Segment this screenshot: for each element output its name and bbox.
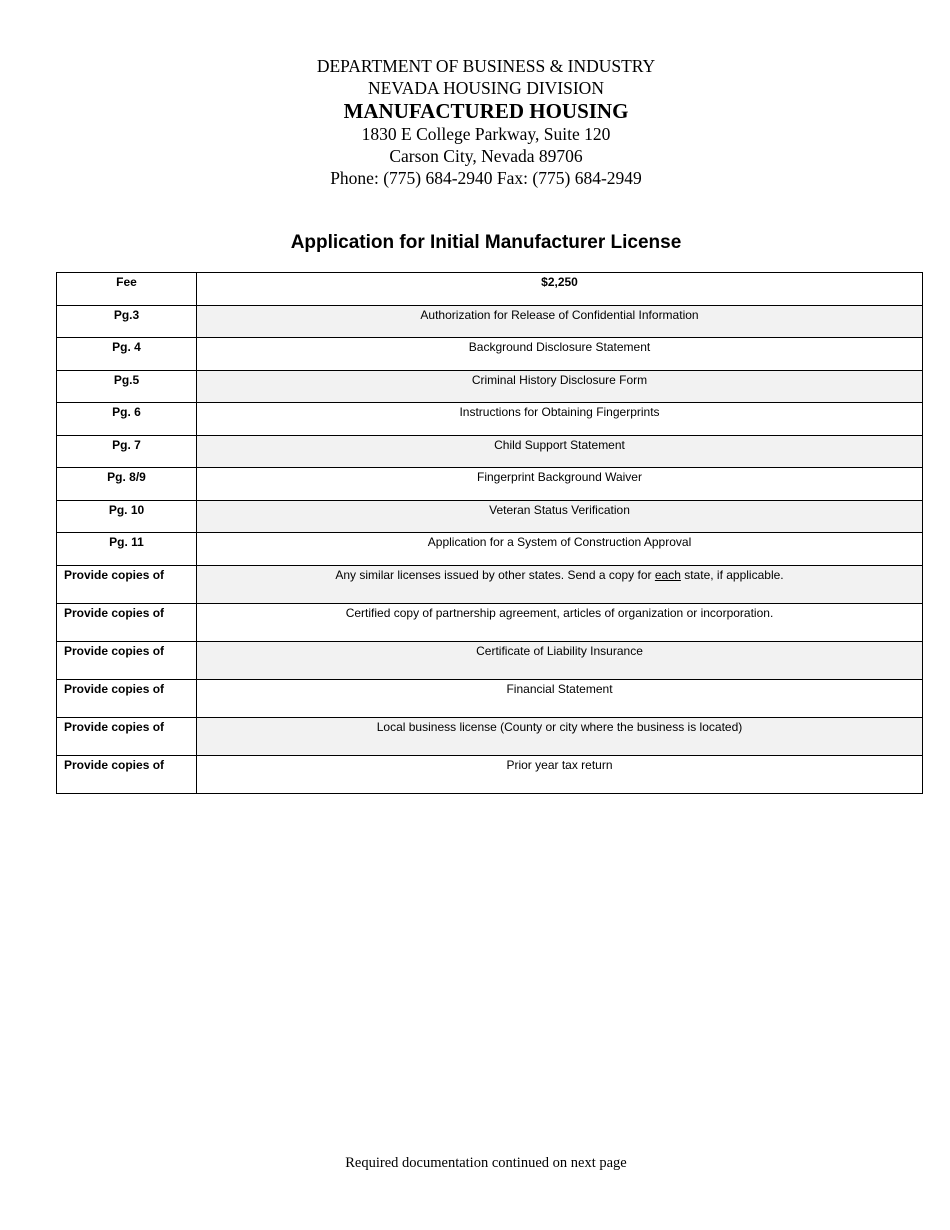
page-ref: Pg. 10 — [57, 500, 197, 533]
copies-label: Provide copies of — [57, 755, 197, 793]
footer-note: Required documentation continued on next page — [345, 1155, 627, 1171]
document-description: Fingerprint Background Waiver — [197, 468, 923, 501]
table-row — [57, 370, 923, 403]
fee-value: $2,250 — [197, 273, 923, 306]
form-title: Application for Initial Manufacturer License — [290, 232, 682, 253]
table-row — [57, 435, 923, 468]
table-row — [57, 500, 923, 533]
division-name: NEVADA HOUSING DIVISION — [368, 78, 604, 98]
program-name: MANUFACTURED HOUSING — [343, 99, 629, 123]
department-name: DEPARTMENT OF BUSINESS & INDUSTRY — [316, 56, 656, 76]
table-row — [57, 305, 923, 338]
table-row — [57, 641, 923, 679]
document-description: Certified copy of partnership agreement, articles of organization or incorporation. — [197, 603, 923, 641]
document-description: Background Disclosure Statement — [197, 338, 923, 371]
table-row — [57, 603, 923, 641]
document-description: Financial Statement — [197, 679, 923, 717]
page-ref: Pg. 6 — [57, 403, 197, 436]
document-description: Criminal History Disclosure Form — [197, 370, 923, 403]
description-text: Any similar licenses issued by other states. Send a copy for — [335, 567, 655, 582]
fee-row — [57, 273, 923, 306]
document-description: Local business license (County or city where the business is located) — [197, 717, 923, 755]
page-ref: Pg. 7 — [57, 435, 197, 468]
document-description — [197, 565, 923, 603]
description-text: state, if applicable. — [680, 567, 784, 582]
address-line-2: Carson City, Nevada 89706 — [389, 146, 583, 166]
copies-label: Provide copies of — [57, 717, 197, 755]
page-ref: Pg. 8/9 — [57, 468, 197, 501]
table-row — [57, 403, 923, 436]
copies-label: Provide copies of — [57, 603, 197, 641]
checklist-table — [56, 272, 923, 794]
document-description: Prior year tax return — [197, 755, 923, 793]
fee-label: Fee — [57, 273, 197, 306]
page-ref: Pg.5 — [57, 370, 197, 403]
letterhead — [0, 55, 950, 189]
table-row — [57, 717, 923, 755]
table-row — [57, 755, 923, 793]
page-ref: Pg. 4 — [57, 338, 197, 371]
contact-line: Phone: (775) 684-2940 Fax: (775) 684-2949 — [330, 168, 642, 188]
copies-label: Provide copies of — [57, 641, 197, 679]
document-description: Instructions for Obtaining Fingerprints — [197, 403, 923, 436]
address-line-1: 1830 E College Parkway, Suite 120 — [361, 124, 611, 144]
page-ref: Pg.3 — [57, 305, 197, 338]
page-ref: Pg. 11 — [57, 533, 197, 566]
table-row — [57, 338, 923, 371]
description-emphasis: each — [654, 567, 681, 582]
document-description: Child Support Statement — [197, 435, 923, 468]
copies-label: Provide copies of — [57, 565, 197, 603]
document-description: Veteran Status Verification — [197, 500, 923, 533]
table-row — [57, 565, 923, 603]
document-description: Certificate of Liability Insurance — [197, 641, 923, 679]
table-row — [57, 533, 923, 566]
document-description: Application for a System of Construction Approval — [197, 533, 923, 566]
table-row — [57, 468, 923, 501]
table-row — [57, 679, 923, 717]
document-description: Authorization for Release of Confidential Information — [197, 305, 923, 338]
copies-label: Provide copies of — [57, 679, 197, 717]
